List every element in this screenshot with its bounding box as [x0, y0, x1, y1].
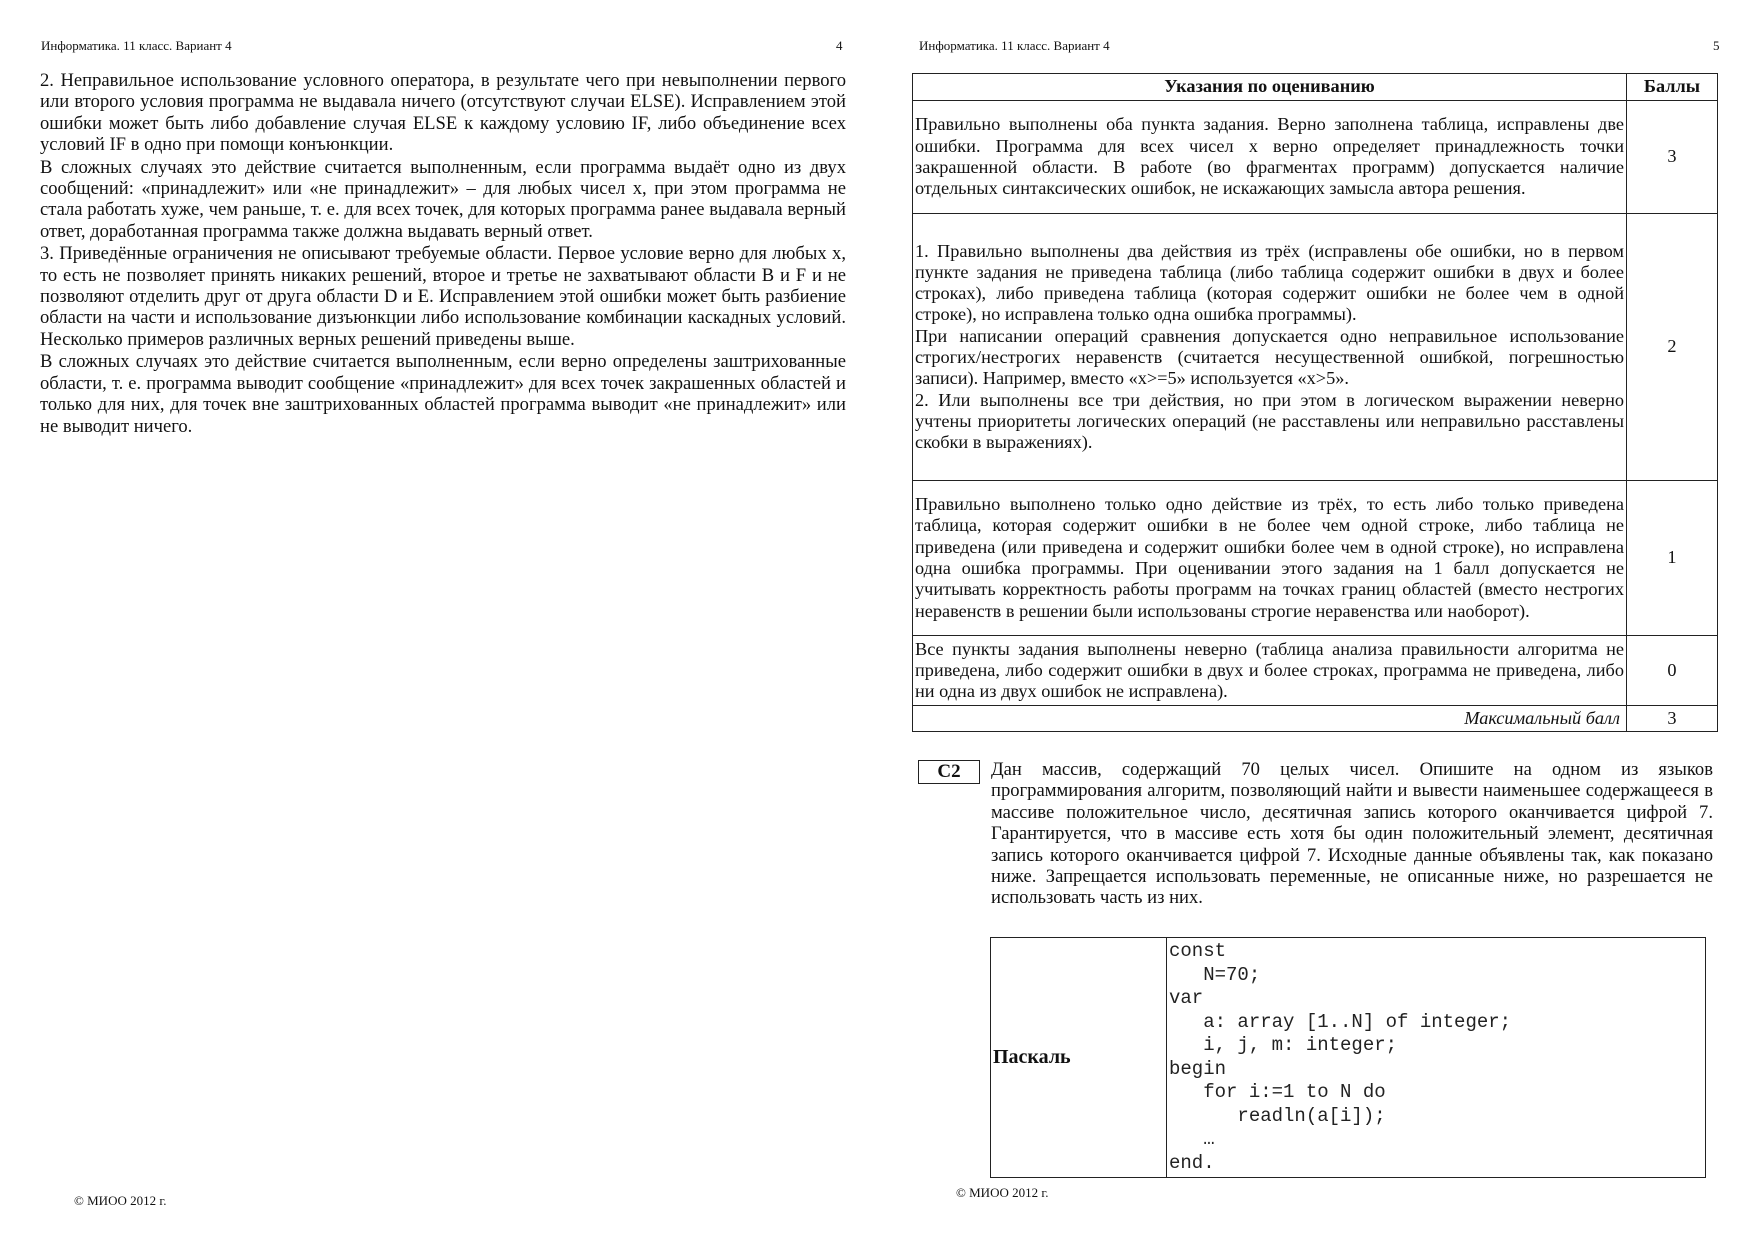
paragraph: В сложных случаях это действие считается выполненным, если верно определены заштрихованные области, т. е. программа выводит сообщение «принадлежит» для всех точек закрашенных областей и только для них, для точек вне заштрихованных областей программа выводит «не принадлежит» или не выводит ничего.: [40, 351, 846, 437]
criteria-points: 3: [1627, 101, 1718, 214]
code-row: [991, 938, 1706, 1178]
criteria-text-cell: [913, 214, 1627, 481]
left-page-footer: © МИОО 2012 г.: [74, 1193, 167, 1208]
right-page-header: Информатика. 11 класс. Вариант 4: [919, 38, 1110, 53]
right-page-footer: © МИОО 2012 г.: [956, 1185, 1049, 1200]
criteria-text-note: При написании операций сравнения допускается одно неправильное использование строгих/нестрогих неравенств (считается несущественной ошибкой, погрешностью записи). Например, вместо «x>=5» используется «x>5».: [915, 325, 1624, 389]
table-row: [913, 101, 1718, 214]
criteria-text: 1. Правильно выполнены два действия из трёх (исправлены обе ошибки, но в первом пункте задания не приведена таблица (либо таблица содержит ошибки в двух и более строках), либо приведена таблица (которая содержит ошибки не более чем в одной строке), но исправлена только одна ошибка программы).: [915, 240, 1624, 325]
instructions-column-header: Указания по оцениванию: [913, 74, 1627, 101]
criteria-points: 1: [1627, 481, 1718, 636]
paragraph: 3. Приведённые ограничения не описывают требуемые области. Первое условие верно для любых x, то есть не позволяет принять никаких решений, второе и третье не захватывают области B и F и не позволяют отделить друг от друга области D и E. Исправлением этой ошибки может быть разбиение области на части и использование дизъюнкции либо использование комбинации каскадных условий. Несколько примеров различных верных решений приведены выше.: [40, 243, 846, 350]
criteria-text: Правильно выполнены оба пункта задания. Верно заполнена таблица, исправлены две ошибки. Программа для всех чисел x верно определяет принадлежность точки закрашенной области. В работе (во фрагментах программ) допускается наличие отдельных синтаксических ошибок, не искажающих замысла автора решения.: [913, 101, 1627, 214]
left-page-number: 4: [836, 38, 843, 53]
language-label: Паскаль: [991, 938, 1167, 1178]
task-label: C2: [918, 760, 980, 784]
max-score-row: [913, 706, 1718, 732]
table-header-row: [913, 74, 1718, 101]
table-row: [913, 636, 1718, 706]
right-page: [877, 0, 1754, 1239]
criteria-text: Правильно выполнено только одно действие из трёх, то есть либо только приведена таблица, которая содержит ошибки в не более чем одной строке, либо таблица не приведена (или приведена и содержит ошибки более чем в одной строке), но исправлена одна ошибка программы. При оценивании этого задания на 1 балл допускается не учитывать корректность работы программ на точках границ областей (вместо нестрогих неравенств в решении были использованы строгие неравенства или наоборот).: [913, 481, 1627, 636]
table-row: [913, 481, 1718, 636]
max-score-value: 3: [1627, 706, 1718, 732]
max-score-label: Максимальный балл: [913, 706, 1627, 732]
task-text: Дан массив, содержащий 70 целых чисел. Опишите на одном из языков программирования алгоритм, позволяющий найти и вывести наименьшее содержащееся в массиве положительное число, десятичная запись которого оканчивается цифрой 7. Гарантируется, что в массиве есть хотя бы один положительный элемент, десятичная запись которого оканчивается цифрой 7. Исходные данные объявлены так, как показано ниже. Запрещается использовать переменные, не описанные ниже, но разрешается не использовать часть из них.: [991, 759, 1713, 909]
code-cell: [1167, 938, 1706, 1178]
criteria-text: Все пункты задания выполнены неверно (таблица анализа правильности алгоритма не приведена, либо содержит ошибки в двух и более строках, программа не приведена, либо ни одна из двух ошибок не исправлена).: [913, 636, 1627, 706]
left-page-header: Информатика. 11 класс. Вариант 4: [41, 38, 232, 53]
code-block: const N=70; var a: array [1..N] of integer; i, j, m: integer; begin for i:=1 to N do readln(a[i]); … end.: [1169, 940, 1512, 1174]
criteria-text-alt: 2. Или выполнены все три действия, но при этом в логическом выражении неверно учтены приоритеты логических операций (не расставлены или неправильно расставлены скобки в выражениях).: [915, 389, 1624, 453]
criteria-points: 2: [1627, 214, 1718, 481]
grading-criteria-table: [912, 73, 1718, 732]
table-row: [913, 214, 1718, 481]
right-page-number: 5: [1713, 38, 1720, 53]
left-page-body: [40, 70, 846, 438]
code-table: [990, 937, 1706, 1178]
criteria-points: 0: [1627, 636, 1718, 706]
points-column-header: Баллы: [1627, 74, 1718, 101]
paragraph: В сложных случаях это действие считается выполненным, если программа выдаёт одно из двух сообщений: «принадлежит» или «не принадлежит» – для любых чисел x, при этом программа не стала работать хуже, чем раньше, т. е. для всех точек, для которых программа ранее выдавала верный ответ, доработанная программа также должна выдавать верный ответ.: [40, 156, 846, 242]
paragraph: 2. Неправильное использование условного оператора, в результате чего при невыполнении первого или второго условия программа не выдавала ничего (отсутствуют случаи ELSE). Исправлением этой ошибки может быть либо добавление случая ELSE к каждому условию IF, либо объединение всех условий IF в одно при помощи конъюнкции.: [40, 70, 846, 156]
